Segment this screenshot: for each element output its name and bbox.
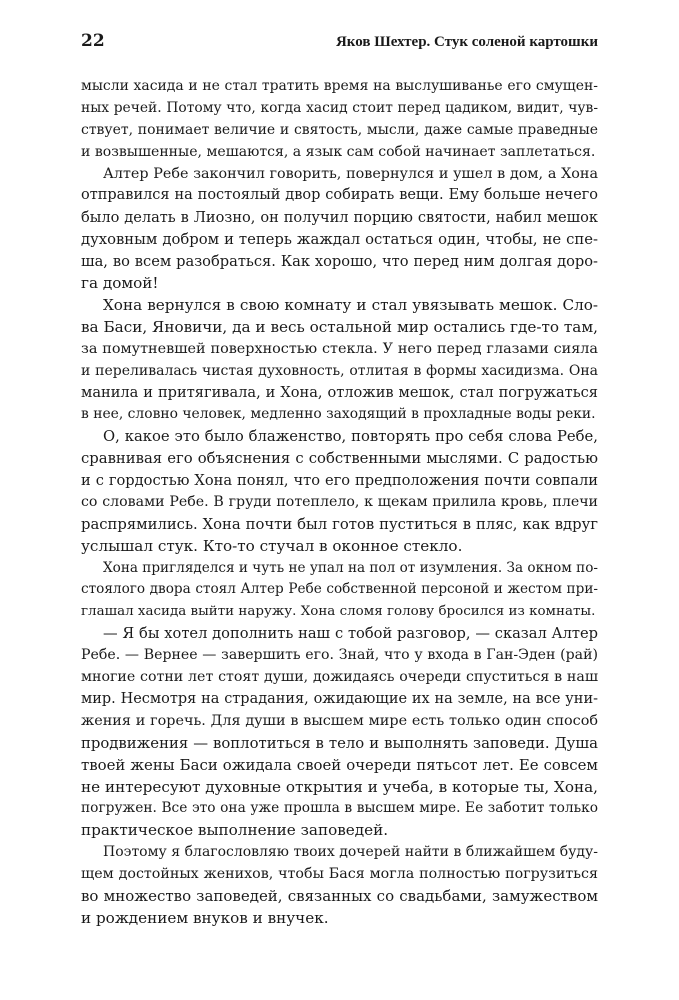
text-line: за помутневшей поверхностью стекла. У него перед глазами сияла <box>81 340 598 357</box>
text-line: мир. Несмотря на страдания, ожидающие их на земле, на все уни- <box>81 690 598 707</box>
text-line: манила и притягивала, и Хона, отложив мешок, стал погружаться <box>81 384 598 402</box>
text-line: распрямились. Хона почти был готов пуститься в пляс, как вдруг <box>81 515 598 533</box>
page-header <box>81 30 598 54</box>
text-line: и переливалась чистая духовность, отлитая в формы хасидизма. Она <box>81 362 598 379</box>
text-line: сравнивая его объяснения с собственными мыслями. С радостью <box>81 450 598 468</box>
text-line: духовным добром и теперь жаждал остаться один, чтобы, не спе- <box>81 231 598 249</box>
text-line: га домой! <box>81 274 159 293</box>
text-line: Поэтому я благословляю твоих дочерей найти в ближайшем буду- <box>103 844 598 861</box>
text-line: в нее, словно человек, медленно заходящий в прохладные воды реки. <box>81 406 596 423</box>
text-line: со словами Ребе. В груди потеплело, к щекам прилила кровь, плечи <box>81 493 598 510</box>
text-line: щем достойных женихов, чтобы Бася могла полностью погрузиться <box>81 866 598 883</box>
text-line: жения и горечь. Для души в высшем мире есть только один способ <box>81 712 598 729</box>
text-line: О, какое это было блаженство, повторять про себя слова Ребе, <box>103 428 598 446</box>
running-head: Яков Шехтер. Стук соленой картошки <box>335 34 598 50</box>
text-line: ных речей. Потому что, когда хасид стоит перед цадиком, видит, чув- <box>81 99 598 116</box>
text-line: погружен. Все это она уже прошла в высшем мире. Ее заботит только <box>81 800 598 817</box>
text-line: глашал хасида выйти наружу. Хона сломя голову бросился из комнаты. <box>81 604 596 620</box>
text-line: и с гордостью Хона понял, что его предположения почти совпали <box>81 472 598 490</box>
paragraph <box>81 295 598 426</box>
paragraph <box>81 623 598 842</box>
text-line: не интересуют духовные открытия и учеба, в которые ты, Хона, <box>81 777 598 796</box>
text-line: отправился на постоялый двор собирать вещи. Ему больше нечего <box>81 187 598 204</box>
text-line: стоялого двора стоял Алтер Ребе собственной персоной и жестом при- <box>81 581 598 598</box>
text-line: ствует, понимает величие и святость, мысли, даже самые праведные <box>81 121 598 138</box>
paragraph <box>81 426 598 557</box>
text-line: Хона пригляделся и чуть не упал на пол от изумления. За окном по- <box>103 559 598 576</box>
paragraph <box>81 558 598 624</box>
text-line: мысли хасида и не стал тратить время на выслушиванье его смущен- <box>81 78 598 94</box>
text-line: и рождением внуков и внучек. <box>81 908 329 927</box>
text-line: Ребе. — Вернее — завершить его. Знай, что у входа в Ган-Эден (рай) <box>81 647 598 664</box>
text-line: ша, во всем разобраться. Как хорошо, что перед ним долгая доро- <box>81 253 598 271</box>
text-line: Хона вернулся в свою комнату и стал увязывать мешок. Сло- <box>103 295 598 314</box>
text-line: Алтер Ребе закончил говорить, повернулся и ушел в дом, а Хона <box>103 165 598 182</box>
text-line: было делать в Лиозно, он получил порцию святости, набил мешок <box>81 209 598 227</box>
text-line: практическое выполнение заповедей. <box>81 821 389 840</box>
paragraph <box>81 164 598 295</box>
body-text <box>81 76 598 930</box>
text-line: услышал стук. Кто-то стучал в оконное стекло. <box>81 536 463 555</box>
text-line: ва Баси, Яновичи, да и весь остальной мир остались где-то там, <box>81 317 598 336</box>
text-line: — Я бы хотел дополнить наш с тобой разговор, — сказал Алтер <box>103 625 598 643</box>
paragraph <box>81 842 598 930</box>
text-line: многие сотни лет стоят души, дожидаясь очереди спуститься в наш <box>81 669 598 686</box>
paragraph <box>81 76 598 164</box>
text-line: во множество заповедей, связанных со свадьбами, замужеством <box>81 886 598 905</box>
text-line: продвижения — воплотиться в тело и выполнять заповеди. Душа <box>81 734 598 752</box>
text-line: и возвышенные, мешаются, а язык сам собой начинает заплетаться. <box>81 143 596 160</box>
text-line: твоей жены Баси ожидала своей очереди пятьсот лет. Ее совсем <box>81 755 598 774</box>
page-number: 22 <box>81 31 105 51</box>
